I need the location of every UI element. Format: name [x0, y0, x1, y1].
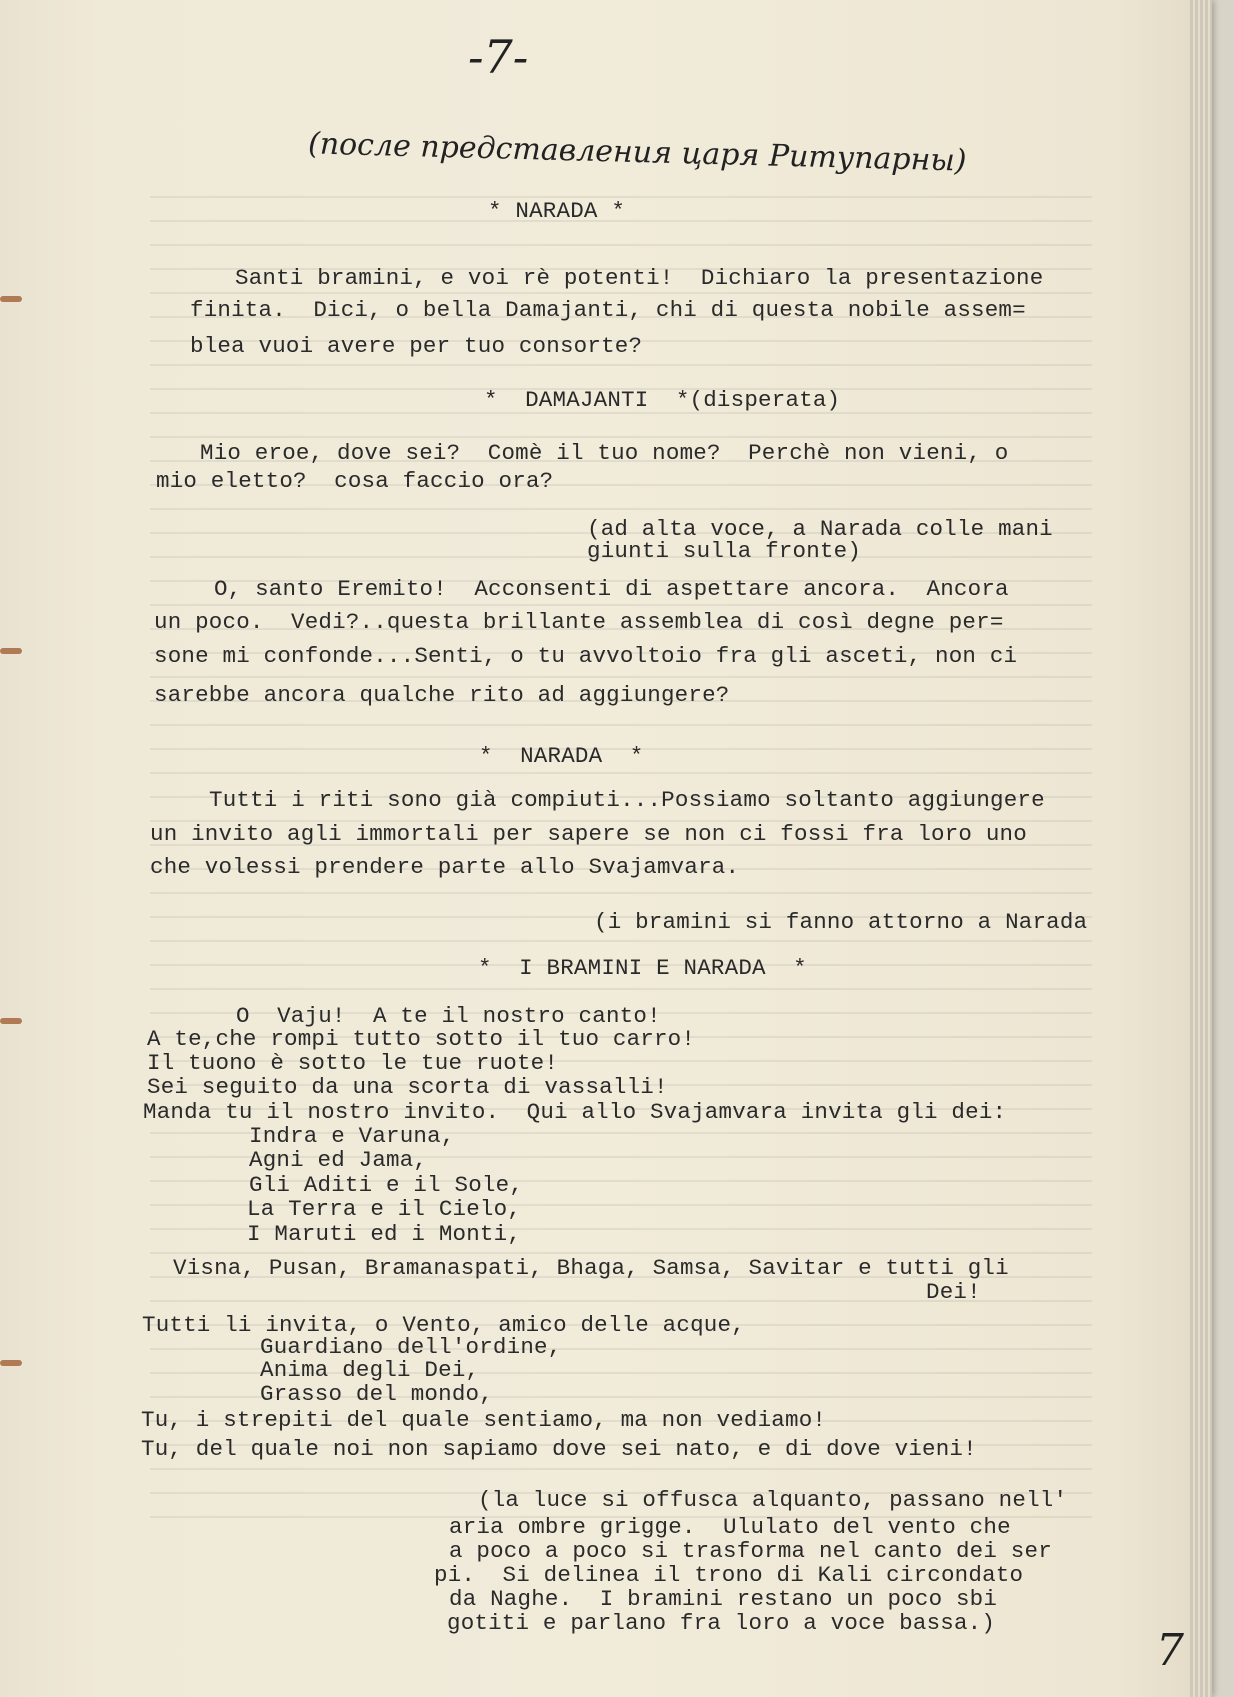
- verse-line: O Vaju! A te il nostro canto!: [236, 1003, 661, 1029]
- verse-line: I Maruti ed i Monti,: [247, 1221, 522, 1247]
- dialogue-line: Tutti i riti sono già compiuti...Possiamo soltanto aggiungere: [209, 787, 1045, 813]
- stage-direction: gotiti e parlano fra loro a voce bassa.): [447, 1610, 996, 1636]
- page-number-bottom: 7: [1156, 1625, 1184, 1676]
- binding-stitch: [0, 1360, 22, 1366]
- dialogue-line: blea vuoi avere per tuo consorte?: [190, 333, 643, 359]
- dialogue-line: sone mi confonde...Senti, o tu avvoltoio fra gli asceti, non ci: [154, 643, 1018, 669]
- verse-line: Manda tu il nostro invito. Qui allo Svajamvara invita gli dei:: [143, 1099, 1007, 1125]
- verse-line: Visna, Pusan, Bramanaspati, Bhaga, Samsa, Savitar e tutti gli: [173, 1255, 1009, 1281]
- binding-stitch: [0, 296, 22, 302]
- stage-direction: giunti sulla fronte): [587, 538, 862, 564]
- stage-direction: (i bramini si fanno attorno a Narada: [594, 909, 1088, 935]
- stage-direction: aria ombre grigge. Ululato del vento che: [449, 1514, 1011, 1540]
- binding-stitch: [0, 648, 22, 654]
- stage-direction: (ad alta voce, a Narada colle mani: [587, 516, 1053, 542]
- dialogue-line: mio eletto? cosa faccio ora?: [156, 468, 554, 494]
- verse-line: Guardiano dell'ordine,: [260, 1334, 562, 1360]
- dialogue-line: Santi bramini, e voi rè potenti! Dichiaro la presentazione: [235, 265, 1044, 291]
- verse-line: Indra e Varuna,: [249, 1123, 455, 1149]
- speaker-heading-bramini-narada: * I BRAMINI E NARADA *: [478, 955, 807, 981]
- speaker-heading-narada: * NARADA *: [479, 743, 644, 769]
- verse-line: Sei seguito da una scorta di vassalli!: [147, 1074, 668, 1100]
- verse-line: Tu, del quale noi non sapiamo dove sei nato, e di dove vieni!: [141, 1436, 977, 1462]
- stage-direction: (la luce si offusca alquanto, passano nell': [478, 1487, 1068, 1513]
- verse-line: Il tuono è sotto le tue ruote!: [147, 1050, 559, 1076]
- page-edge: [1190, 0, 1212, 1697]
- verse-line: Anima degli Dei,: [260, 1357, 480, 1383]
- dialogue-line: un invito agli immortali per sapere se non ci fossi fra loro uno: [150, 821, 1027, 847]
- verse-line: Dei!: [926, 1279, 981, 1305]
- dialogue-line: Mio eroe, dove sei? Comè il tuo nome? Perchè non vieni, o: [200, 440, 1009, 466]
- dialogue-line: un poco. Vedi?..questa brillante assemblea di così degne per=: [154, 609, 1004, 635]
- dialogue-line: finita. Dici, o bella Damajanti, chi di questa nobile assem=: [190, 297, 1026, 323]
- dialogue-line: che volessi prendere parte allo Svajamvara.: [150, 854, 740, 880]
- binding-stitch: [0, 1018, 22, 1024]
- verse-line: La Terra e il Cielo,: [247, 1196, 522, 1222]
- dialogue-line: O, santo Eremito! Acconsenti di aspettare ancora. Ancora: [214, 576, 1009, 602]
- verse-line: Tutti li invita, o Vento, amico delle acque,: [142, 1312, 745, 1338]
- stage-direction: da Naghe. I bramini restano un poco sbi: [449, 1586, 998, 1612]
- dialogue-line: sarebbe ancora qualche rito ad aggiungere?: [154, 682, 730, 708]
- handwritten-annotation: (после представления царя Ритупарны): [307, 126, 967, 179]
- verse-line: A te,che rompi tutto sotto il tuo carro!: [147, 1026, 696, 1052]
- speaker-heading-damajanti: * DAMAJANTI *(disperata): [484, 387, 841, 413]
- speaker-heading-narada: * NARADA *: [488, 198, 626, 224]
- stage-direction: a poco a poco si trasforma nel canto dei ser: [449, 1538, 1052, 1564]
- verse-line: Gli Aditi e il Sole,: [249, 1172, 524, 1198]
- page-number-top: -7-: [468, 30, 529, 84]
- verse-line: Agni ed Jama,: [249, 1147, 428, 1173]
- verse-line: Tu, i strepiti del quale sentiamo, ma non vediamo!: [141, 1407, 827, 1433]
- stage-direction: pi. Si delinea il trono di Kali circondato: [434, 1562, 1024, 1588]
- verse-line: Grasso del mondo,: [260, 1381, 493, 1407]
